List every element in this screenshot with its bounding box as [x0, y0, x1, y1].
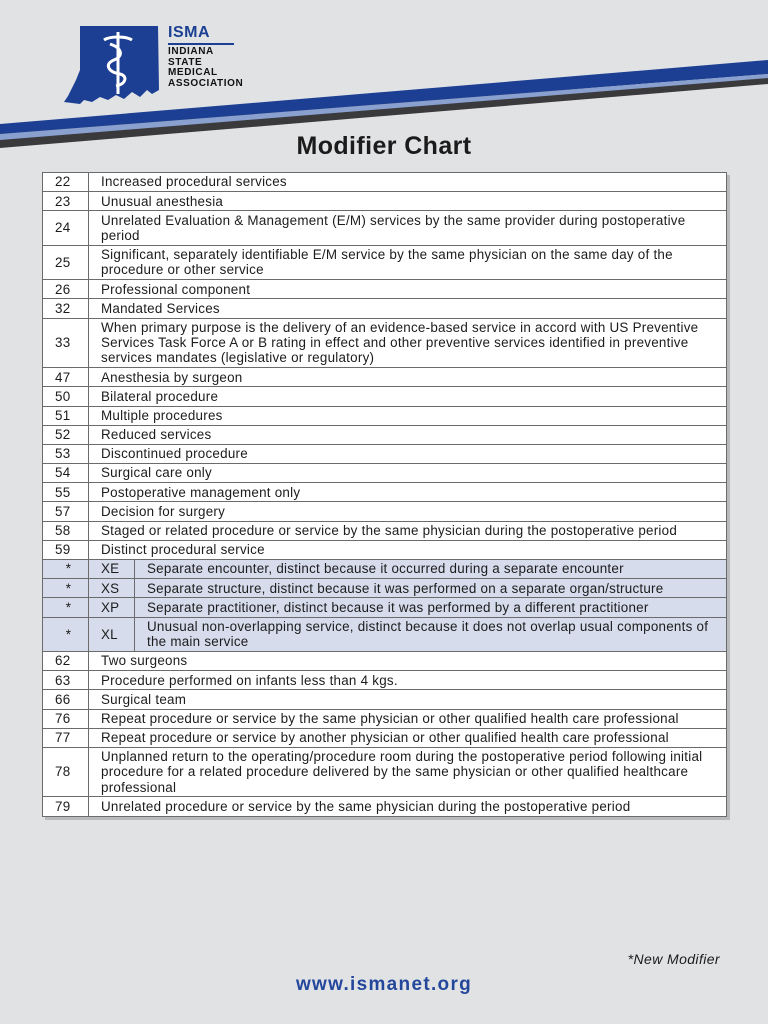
table-row	[43, 728, 727, 747]
modifier-description: Professional component	[89, 280, 727, 299]
modifier-description: Unplanned return to the operating/procedure room during the postoperative period following initial procedure for a related procedure delivered by the same physician or other qualified healthcare professional	[89, 747, 727, 797]
table-row	[43, 483, 727, 502]
table-row	[43, 318, 727, 368]
modifier-code: 53	[43, 444, 89, 463]
org-name-line: ASSOCIATION	[168, 77, 244, 89]
modifier-description: Two surgeons	[89, 651, 727, 670]
new-modifier-marker: *	[43, 598, 89, 617]
modifier-code: 66	[43, 690, 89, 709]
modifier-description: Discontinued procedure	[89, 444, 727, 463]
table-row	[43, 406, 727, 425]
modifier-description: Separate practitioner, distinct because it was performed by a different practitioner	[135, 598, 727, 617]
modifier-code: 59	[43, 540, 89, 559]
org-name-line: INDIANA	[168, 46, 214, 57]
table-row	[43, 690, 727, 709]
modifier-code: 58	[43, 521, 89, 540]
new-modifier-row	[43, 560, 727, 579]
table-row	[43, 502, 727, 521]
table-row	[43, 747, 727, 797]
new-modifier-row	[43, 579, 727, 598]
modifier-code: XE	[89, 560, 135, 579]
modifier-code: 32	[43, 299, 89, 318]
org-name-line: STATE	[168, 56, 203, 68]
table-row	[43, 387, 727, 406]
new-modifier-footnote: *New Modifier	[627, 951, 720, 967]
modifier-description: Reduced services	[89, 425, 727, 444]
modifier-table	[42, 172, 727, 817]
modifier-code: 55	[43, 483, 89, 502]
modifier-description: Surgical team	[89, 690, 727, 709]
table-row	[43, 211, 727, 245]
modifier-description: Mandated Services	[89, 299, 727, 318]
modifier-description: Separate encounter, distinct because it occurred during a separate encounter	[135, 560, 727, 579]
modifier-description: Separate structure, distinct because it was performed on a separate organ/structure	[135, 579, 727, 598]
table-row	[43, 444, 727, 463]
new-modifier-marker: *	[43, 579, 89, 598]
org-name-line: MEDICAL	[168, 67, 218, 78]
table-row	[43, 299, 727, 318]
modifier-code: 52	[43, 425, 89, 444]
website-link[interactable]: www.ismanet.org	[295, 974, 473, 995]
modifier-code: XS	[89, 579, 135, 598]
table-row	[43, 671, 727, 690]
modifier-description: Unrelated procedure or service by the same physician during the postoperative period	[89, 797, 727, 816]
indiana-logo-icon	[64, 26, 159, 104]
table-row	[43, 280, 727, 299]
modifier-code: 77	[43, 728, 89, 747]
new-modifier-marker: *	[43, 617, 89, 651]
modifier-code: 23	[43, 192, 89, 211]
modifier-code: 24	[43, 211, 89, 245]
table-row	[43, 651, 727, 670]
modifier-code: 63	[43, 671, 89, 690]
modifier-description: Repeat procedure or service by another physician or other qualified health care professional	[89, 728, 727, 747]
modifier-description: Repeat procedure or service by the same physician or other qualified health care professional	[89, 709, 727, 728]
modifier-code: XL	[89, 617, 135, 651]
modifier-description: Bilateral procedure	[89, 387, 727, 406]
modifier-description: Distinct procedural service	[89, 540, 727, 559]
modifier-description: Unusual anesthesia	[89, 192, 727, 211]
table-row	[43, 425, 727, 444]
modifier-description: Anesthesia by surgeon	[89, 368, 727, 387]
modifier-code: 54	[43, 464, 89, 483]
modifier-code: 51	[43, 406, 89, 425]
org-abbreviation: ISMA	[168, 24, 210, 41]
modifier-description: Increased procedural services	[89, 173, 727, 192]
modifier-description: Unusual non-overlapping service, distinct because it does not overlap usual components of the main service	[135, 617, 727, 651]
modifier-description: Decision for surgery	[89, 502, 727, 521]
modifier-description: Staged or related procedure or service by the same physician during the postoperative period	[89, 521, 727, 540]
modifier-description: Multiple procedures	[89, 406, 727, 425]
modifier-description: When primary purpose is the delivery of an evidence-based service in accord with US Preventive Services Task Force A or B rating in effect and other preventive services identified in preventive services mandates (legislative or regulatory)	[89, 318, 727, 368]
table-row	[43, 797, 727, 816]
table-row	[43, 173, 727, 192]
table-row	[43, 464, 727, 483]
modifier-code: 50	[43, 387, 89, 406]
new-modifier-row	[43, 617, 727, 651]
table-row	[43, 540, 727, 559]
logo-underline	[168, 43, 234, 45]
org-full-name	[168, 47, 243, 89]
modifier-code: 22	[43, 173, 89, 192]
table-row	[43, 521, 727, 540]
modifier-code: 76	[43, 709, 89, 728]
table-row	[43, 368, 727, 387]
new-modifier-row	[43, 598, 727, 617]
modifier-code: 62	[43, 651, 89, 670]
modifier-description: Surgical care only	[89, 464, 727, 483]
modifier-description: Significant, separately identifiable E/M service by the same physician on the same day of the procedure or other service	[89, 245, 727, 279]
logo-text	[168, 24, 243, 89]
table-row	[43, 192, 727, 211]
table-row	[43, 245, 727, 279]
modifier-description: Postoperative management only	[89, 483, 727, 502]
table-row	[43, 709, 727, 728]
modifier-code: XP	[89, 598, 135, 617]
page-title: Modifier Chart	[296, 132, 472, 160]
modifier-code: 33	[43, 318, 89, 368]
modifier-code: 26	[43, 280, 89, 299]
modifier-code: 78	[43, 747, 89, 797]
modifier-description: Procedure performed on infants less than 4 kgs.	[89, 671, 727, 690]
modifier-code: 57	[43, 502, 89, 521]
new-modifier-marker: *	[43, 560, 89, 579]
modifier-code: 79	[43, 797, 89, 816]
modifier-code: 47	[43, 368, 89, 387]
modifier-code: 25	[43, 245, 89, 279]
modifier-description: Unrelated Evaluation & Management (E/M) services by the same provider during postoperative period	[89, 211, 727, 245]
